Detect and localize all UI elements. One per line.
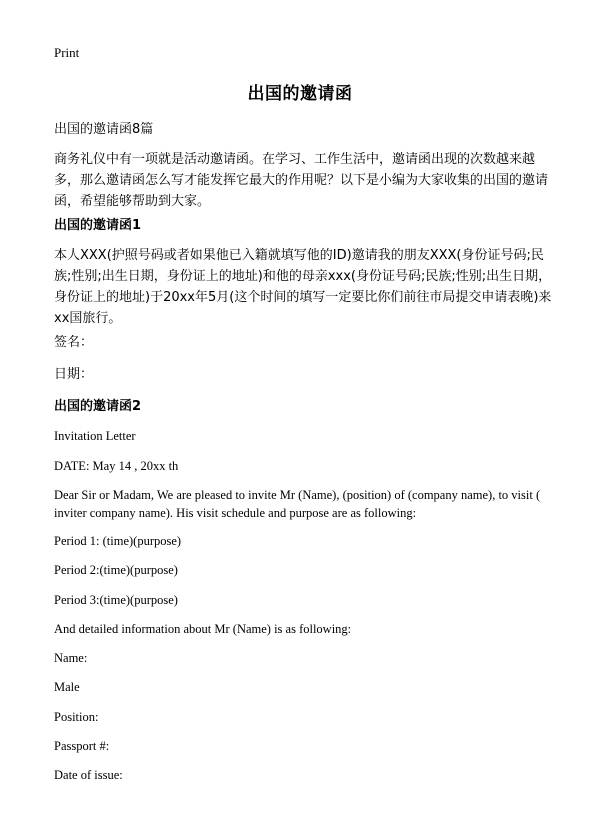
letter-line: Period 3:(time)(purpose) [54,593,178,607]
intro-paragraph: 商务礼仪中有一项就是活动邀请函。在学习、工作生活中，邀请函出现的次数越来越多，那么邀请函怎么写才能发挥它最大的作用呢？以下是小编为大家收集的出国的邀请函，希望能够帮助到大家。 [54,152,549,209]
print-link[interactable]: Print [54,45,80,60]
letter-line: And detailed information about Mr (Name) is as following: [54,622,352,636]
letter-line: Period 2:(time)(purpose) [54,563,178,577]
letter-line: Dear Sir or Madam, We are pleased to invite Mr (Name), (position) of (company name), to visit ( inviter company name). His visit schedule and purpose are as following: [54,488,541,520]
letter-line: Date of issue: [54,768,123,782]
letter-line: Male [54,680,80,694]
letter-line: Position: [54,710,99,724]
section1-body: 本人XXX(护照号码或者如果他已入籍就填写他的ID)邀请我的朋友XXX(身份证号码;民族;性别;出生日期，身份证上的地址)和他的母亲xxx(身份证号码;民族;性别;出生日期，身份证上的地址)于20xx年5月(这个时间的填写一定要比你们前往市局提交申请表晚)来xx国旅行。 [54,248,552,326]
letter-line: Name: [54,651,88,665]
letter-line: Invitation Letter [54,429,136,443]
letter-line: Period 1: (time)(purpose) [54,534,182,548]
document-title: 出国的邀请函 [247,84,353,104]
letter-line: DATE: May 14 , 20xx th [54,459,179,473]
signature-label: 签名： [54,335,94,350]
section1-heading: 出国的邀请函1 [54,218,142,233]
letter-line: Passport #: [54,739,110,753]
section2-heading: 出国的邀请函2 [54,399,142,414]
date-label: 日期： [54,367,94,382]
document-subtitle: 出国的邀请函8篇 [54,122,154,137]
